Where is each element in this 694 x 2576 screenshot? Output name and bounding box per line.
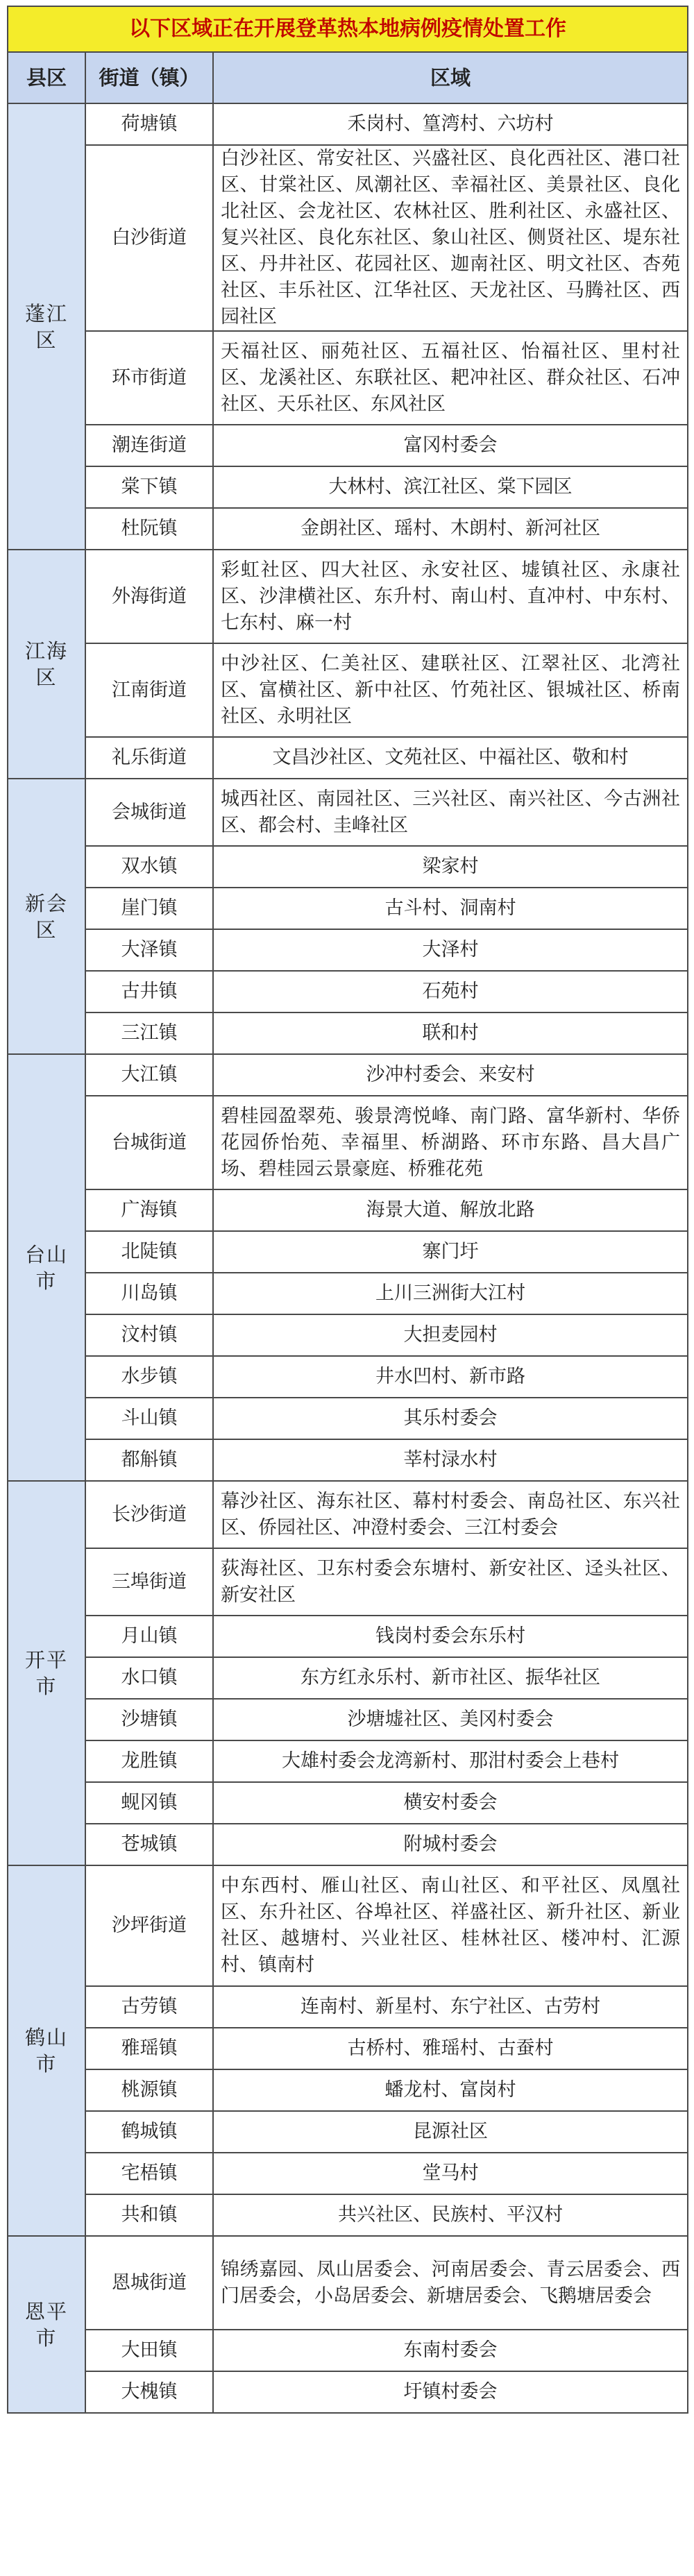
street-cell: 外海街道: [85, 550, 213, 643]
street-cell: 汶村镇: [85, 1314, 213, 1356]
street-cell: 斗山镇: [85, 1398, 213, 1439]
table-row: [8, 2069, 688, 2111]
area-cell: 天福社区、丽苑社区、五福社区、怡福社区、里村社区、龙溪社区、东联社区、耙冲社区、群众社区、石冲社区、天乐社区、东风社区: [213, 331, 688, 425]
area-cell: 堂马村: [213, 2153, 688, 2194]
street-cell: 大江镇: [85, 1054, 213, 1096]
street-cell: 礼乐街道: [85, 737, 213, 779]
area-cell: 东方红永乐村、新市社区、振华社区: [213, 1657, 688, 1699]
table-row: [8, 929, 688, 971]
table-row: [8, 1824, 688, 1865]
table-row: [8, 466, 688, 508]
street-cell: 沙坪街道: [85, 1865, 213, 1986]
county-cell: 开平市: [8, 1481, 85, 1865]
table-row: [8, 2371, 688, 2413]
outbreak-area-table: [7, 6, 688, 2414]
area-cell: 城西社区、南园社区、三兴社区、南兴社区、今古洲社区、都会村、圭峰社区: [213, 779, 688, 846]
area-cell: 梁家村: [213, 846, 688, 888]
area-cell: 文昌沙社区、文苑社区、中福社区、敬和村: [213, 737, 688, 779]
street-cell: 鹤城镇: [85, 2111, 213, 2153]
table-row: [8, 550, 688, 643]
county-cell: 江海区: [8, 550, 85, 779]
street-cell: 会城街道: [85, 779, 213, 846]
area-cell: 金朗社区、瑶村、木朗村、新河社区: [213, 508, 688, 550]
table-row: [8, 1740, 688, 1782]
county-cell: 新会区: [8, 779, 85, 1054]
area-cell: 联和村: [213, 1012, 688, 1054]
street-cell: 杜阮镇: [85, 508, 213, 550]
table-row: [8, 2194, 688, 2236]
street-cell: 都斛镇: [85, 1439, 213, 1481]
area-cell: 井水凹村、新市路: [213, 1356, 688, 1398]
area-cell: 钱岗村委会东乐村: [213, 1616, 688, 1657]
table-row: [8, 2153, 688, 2194]
area-cell: 圩镇村委会: [213, 2371, 688, 2413]
area-cell: 海景大道、解放北路: [213, 1189, 688, 1231]
street-cell: 崖门镇: [85, 888, 213, 929]
table-row: [8, 1439, 688, 1481]
street-cell: 古劳镇: [85, 1986, 213, 2028]
street-cell: 荷塘镇: [85, 103, 213, 145]
header-county: 县区: [8, 52, 85, 103]
area-cell: 大担麦园村: [213, 1314, 688, 1356]
street-cell: 沙塘镇: [85, 1699, 213, 1740]
table-row: [8, 1986, 688, 2028]
table-row: [8, 1356, 688, 1398]
table-row: [8, 737, 688, 779]
table-row: [8, 2028, 688, 2069]
street-cell: 古井镇: [85, 971, 213, 1012]
table-row: [8, 1616, 688, 1657]
area-cell: 上川三洲街大江村: [213, 1273, 688, 1314]
street-cell: 桃源镇: [85, 2069, 213, 2111]
area-cell: 沙冲村委会、来安村: [213, 1054, 688, 1096]
area-cell: 横安村委会: [213, 1782, 688, 1824]
street-cell: 大田镇: [85, 2330, 213, 2371]
street-cell: 雅瑶镇: [85, 2028, 213, 2069]
area-cell: 中东西村、雁山社区、南山社区、和平社区、凤凰社区、东升社区、谷埠社区、祥盛社区、新升社区、新业社区、越塘村、兴业社区、桂林社区、楼冲村、汇源村、镇南村: [213, 1865, 688, 1986]
street-cell: 大泽镇: [85, 929, 213, 971]
street-cell: 环市街道: [85, 331, 213, 425]
table-row: [8, 2236, 688, 2330]
area-cell: 昆源社区: [213, 2111, 688, 2153]
table-row: [8, 2111, 688, 2153]
table-row: [8, 103, 688, 145]
area-cell: 附城村委会: [213, 1824, 688, 1865]
street-cell: 棠下镇: [85, 466, 213, 508]
area-cell: 大林村、滨江社区、棠下园区: [213, 466, 688, 508]
street-cell: 三江镇: [85, 1012, 213, 1054]
document-page: [7, 6, 687, 2414]
area-cell: 沙塘墟社区、美冈村委会: [213, 1699, 688, 1740]
county-cell: 恩平市: [8, 2236, 85, 2413]
table-row: [8, 1273, 688, 1314]
street-cell: 江南街道: [85, 643, 213, 737]
table-row: [8, 888, 688, 929]
area-cell: 富冈村委会: [213, 425, 688, 466]
area-cell: 古桥村、雅瑶村、古蚕村: [213, 2028, 688, 2069]
street-cell: 白沙街道: [85, 145, 213, 331]
table-row: [8, 643, 688, 737]
street-cell: 大槐镇: [85, 2371, 213, 2413]
area-cell: 幕沙社区、海东社区、幕村村委会、南岛社区、东兴社区、侨园社区、冲澄村委会、三江村委会: [213, 1481, 688, 1548]
street-cell: 蚬冈镇: [85, 1782, 213, 1824]
area-cell: 锦绣嘉园、凤山居委会、河南居委会、青云居委会、西门居委会，小岛居委会、新塘居委会、飞鹅塘居委会: [213, 2236, 688, 2330]
header-area: 区域: [213, 52, 688, 103]
table-row: [8, 145, 688, 331]
area-cell: 白沙社区、常安社区、兴盛社区、良化西社区、港口社区、甘棠社区、凤潮社区、幸福社区、美景社区、良化北社区、会龙社区、农林社区、胜利社区、永盛社区、复兴社区、良化东社区、象山社区、侧贤社区、堤东社区、丹井社区、花园社区、迦南社区、明文社区、杏苑社区、丰乐社区、江华社区、天龙社区、马腾社区、西园社区: [213, 145, 688, 331]
table-row: [8, 1865, 688, 1986]
area-cell: 禾岗村、篁湾村、六坊村: [213, 103, 688, 145]
street-cell: 川岛镇: [85, 1273, 213, 1314]
county-cell: 鹤山市: [8, 1865, 85, 2236]
area-cell: 碧桂园盈翠苑、骏景湾悦峰、南门路、富华新村、华侨花园侨怡苑、幸福里、桥湖路、环市东路、昌大昌广场、碧桂园云景豪庭、桥雅花苑: [213, 1096, 688, 1189]
area-cell: 古斗村、洞南村: [213, 888, 688, 929]
area-cell: 大泽村: [213, 929, 688, 971]
street-cell: 共和镇: [85, 2194, 213, 2236]
street-cell: 水口镇: [85, 1657, 213, 1699]
street-cell: 北陡镇: [85, 1231, 213, 1273]
table-row: [8, 1548, 688, 1616]
table-row: [8, 1398, 688, 1439]
street-cell: 长沙街道: [85, 1481, 213, 1548]
table-row: [8, 1096, 688, 1189]
street-cell: 苍城镇: [85, 1824, 213, 1865]
street-cell: 三埠街道: [85, 1548, 213, 1616]
area-cell: 石苑村: [213, 971, 688, 1012]
table-title: 以下区域正在开展登革热本地病例疫情处置工作: [8, 6, 688, 52]
table-row: [8, 2330, 688, 2371]
street-cell: 台城街道: [85, 1096, 213, 1189]
table-row: [8, 1054, 688, 1096]
area-cell: 荻海社区、卫东村委会东塘村、新安社区、迳头社区、新安社区: [213, 1548, 688, 1616]
area-cell: 彩虹社区、四大社区、永安社区、墟镇社区、永康社区、沙津横社区、东升村、南山村、直冲村、中东村、七东村、麻一村: [213, 550, 688, 643]
street-cell: 龙胜镇: [85, 1740, 213, 1782]
table-row: [8, 1657, 688, 1699]
table-row: [8, 1012, 688, 1054]
table-row: [8, 1231, 688, 1273]
street-cell: 宅梧镇: [85, 2153, 213, 2194]
area-cell: 连南村、新星村、东宁社区、古劳村: [213, 1986, 688, 2028]
street-cell: 月山镇: [85, 1616, 213, 1657]
table-row: [8, 1189, 688, 1231]
table-row: [8, 971, 688, 1012]
table-row: [8, 1314, 688, 1356]
table-row: [8, 331, 688, 425]
area-cell: 共兴社区、民族村、平汉村: [213, 2194, 688, 2236]
street-cell: 水步镇: [85, 1356, 213, 1398]
table-row: [8, 1782, 688, 1824]
street-cell: 广海镇: [85, 1189, 213, 1231]
area-cell: 莘村渌水村: [213, 1439, 688, 1481]
area-cell: 寨门圩: [213, 1231, 688, 1273]
header-street: 街道（镇）: [85, 52, 213, 103]
table-row: [8, 846, 688, 888]
street-cell: 恩城街道: [85, 2236, 213, 2330]
county-cell: 台山市: [8, 1054, 85, 1481]
area-cell: 蟠龙村、富岗村: [213, 2069, 688, 2111]
area-cell: 中沙社区、仁美社区、建联社区、江翠社区、北湾社区、富横社区、新中社区、竹苑社区、银城社区、桥南社区、永明社区: [213, 643, 688, 737]
table-row: [8, 508, 688, 550]
street-cell: 潮连街道: [85, 425, 213, 466]
table-row: [8, 1699, 688, 1740]
street-cell: 双水镇: [85, 846, 213, 888]
county-cell: 蓬江区: [8, 103, 85, 550]
area-cell: 其乐村委会: [213, 1398, 688, 1439]
area-cell: 东南村委会: [213, 2330, 688, 2371]
table-row: [8, 1481, 688, 1548]
table-row: [8, 425, 688, 466]
area-cell: 大雄村委会龙湾新村、那泔村委会上巷村: [213, 1740, 688, 1782]
table-row: [8, 779, 688, 846]
